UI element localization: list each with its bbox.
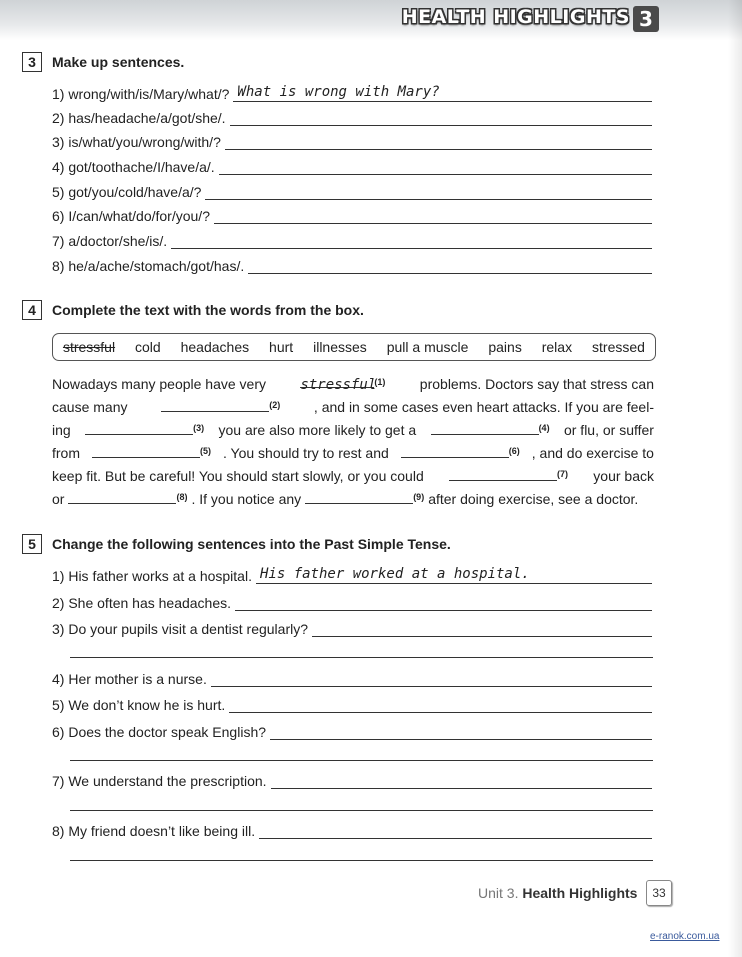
- task-number: 5: [22, 534, 42, 554]
- answer-line-extra[interactable]: [70, 657, 653, 658]
- gap-field[interactable]: [305, 489, 413, 504]
- page-edge-shadow: [728, 0, 742, 957]
- word-item[interactable]: stressed: [592, 339, 645, 355]
- gap-field[interactable]: [431, 420, 539, 435]
- task-title: Make up sentences.: [52, 54, 185, 70]
- gap-label: (8): [176, 492, 188, 502]
- text-fragment: Nowadays many people have very: [52, 376, 267, 392]
- answer-line-extra[interactable]: [70, 810, 653, 811]
- page-title: HEALTH HIGHLIGHTS: [401, 6, 630, 28]
- task5-item: [52, 819, 652, 839]
- task5-item: [52, 693, 652, 713]
- gap-label: (2): [269, 400, 281, 410]
- task3-item: [52, 155, 652, 175]
- text-fragment: after doing exercise, see a doctor.: [428, 491, 639, 507]
- task-number: 4: [22, 300, 42, 320]
- task3-item: [52, 204, 652, 224]
- word-item[interactable]: cold: [135, 339, 161, 355]
- gap-label: (6): [508, 446, 520, 456]
- answer-field[interactable]: [248, 257, 652, 274]
- item-prompt: 7) a/doctor/she/is/.: [52, 233, 168, 249]
- answer-field[interactable]: [259, 822, 652, 839]
- unit-label: Unit 3.: [478, 885, 519, 901]
- answer-field[interactable]: [230, 109, 652, 126]
- text-fragment: your back: [593, 468, 654, 484]
- gap-label: (3): [193, 423, 205, 433]
- answer-field[interactable]: [270, 723, 652, 740]
- text-fragment: . You should try to rest and: [223, 445, 389, 461]
- answer-field[interactable]: [211, 670, 652, 687]
- word-item[interactable]: illnesses: [313, 339, 367, 355]
- answer-text: What is wrong with Mary?: [237, 84, 440, 100]
- item-prompt: 5) We don’t know he is hurt.: [52, 697, 226, 713]
- gap-field[interactable]: [161, 397, 269, 412]
- gap-answer: stressful: [300, 377, 377, 393]
- task5-item: [52, 720, 652, 740]
- answer-field[interactable]: [214, 207, 652, 224]
- gap-field[interactable]: [449, 466, 557, 481]
- word-item[interactable]: relax: [541, 339, 573, 355]
- gap-field[interactable]: [92, 443, 200, 458]
- item-prompt: 3) Do your pupils visit a dentist regularly?: [52, 621, 309, 637]
- task-number: 3: [22, 52, 42, 72]
- task-5-header: [22, 534, 451, 554]
- item-prompt: 6) Does the doctor speak English?: [52, 724, 267, 740]
- answer-field[interactable]: [171, 232, 652, 249]
- gap-label: (1): [374, 377, 386, 387]
- word-item[interactable]: pull a muscle: [386, 339, 469, 355]
- page-number: 33: [646, 880, 672, 906]
- word-item[interactable]: stressful: [62, 339, 116, 355]
- gap-label: (7): [557, 469, 569, 479]
- task5-item: [52, 564, 652, 584]
- answer-field[interactable]: [312, 620, 652, 637]
- gap-field[interactable]: [85, 420, 193, 435]
- task3-item: [52, 130, 652, 150]
- item-prompt: 8) My friend doesn’t like being ill.: [52, 823, 256, 839]
- word-item[interactable]: hurt: [269, 339, 294, 355]
- word-item[interactable]: pains: [488, 339, 522, 355]
- text-fragment: keep fit. But be careful! You should start slowly, or you could: [52, 468, 424, 484]
- task-3-header: [22, 52, 184, 72]
- item-prompt: 3) is/what/you/wrong/with/?: [52, 134, 221, 150]
- item-prompt: 4) Her mother is a nurse.: [52, 671, 207, 687]
- task5-item: [52, 667, 652, 687]
- task5-item: [52, 591, 652, 611]
- answer-line-extra[interactable]: [70, 860, 653, 861]
- text-fragment: problems. Doctors say that stress can: [419, 376, 654, 392]
- task3-item: [52, 106, 652, 126]
- answer-text: His father worked at a hospital.: [259, 566, 530, 582]
- gap-label: (5): [200, 446, 211, 456]
- text-fragment: , and do exercise to: [531, 445, 654, 461]
- item-prompt: 2) She often has headaches.: [52, 595, 232, 611]
- gap-fill-text: [52, 373, 654, 511]
- item-prompt: 7) We understand the prescription.: [52, 773, 267, 789]
- answer-field[interactable]: [256, 567, 652, 584]
- task3-item: [52, 229, 652, 249]
- answer-field[interactable]: [229, 696, 652, 713]
- text-fragment: , and in some cases even heart attacks. If you are feel-: [313, 399, 654, 415]
- text-fragment: ing: [52, 422, 71, 438]
- text-fragment: you are also more likely to get a: [218, 422, 417, 438]
- item-prompt: 4) got/toothache/I/have/a/.: [52, 159, 215, 175]
- gap-field[interactable]: [300, 373, 377, 393]
- word-box: [52, 333, 656, 361]
- text-fragment: . If you notice any: [191, 491, 302, 507]
- text-fragment: or flu, or suffer: [563, 422, 654, 438]
- unit-badge: 3: [633, 6, 659, 32]
- footer-unit: [478, 885, 637, 901]
- gap-label: (9): [413, 492, 425, 502]
- task3-item: [52, 254, 652, 274]
- gap-label: (4): [538, 423, 550, 433]
- item-prompt: 8) he/a/ache/stomach/got/has/.: [52, 258, 245, 274]
- answer-field[interactable]: [225, 133, 652, 150]
- answer-line-extra[interactable]: [70, 760, 653, 761]
- task3-item: [52, 82, 652, 102]
- task5-item: [52, 617, 652, 637]
- task-4-header: [22, 300, 364, 320]
- task5-item: [52, 769, 652, 789]
- task-title: Complete the text with the words from the box.: [52, 302, 364, 318]
- item-prompt: 2) has/headache/a/got/she/.: [52, 110, 226, 126]
- answer-field[interactable]: [219, 158, 652, 175]
- word-item[interactable]: headaches: [180, 339, 250, 355]
- item-prompt: 1) His father works at a hospital.: [52, 568, 252, 584]
- text-fragment: cause many: [52, 399, 128, 415]
- unit-title: Health Highlights: [522, 885, 638, 901]
- answer-field[interactable]: [235, 594, 652, 611]
- answer-field[interactable]: [271, 772, 652, 789]
- text-fragment: from: [52, 445, 80, 461]
- task3-item: [52, 180, 652, 200]
- text-fragment: or: [52, 491, 65, 507]
- answer-field[interactable]: [205, 183, 652, 200]
- gap-field[interactable]: [68, 489, 176, 504]
- header-bar: [0, 0, 742, 40]
- answer-field[interactable]: [233, 85, 652, 102]
- gap-field[interactable]: [401, 443, 509, 458]
- item-prompt: 5) got/you/cold/have/a/?: [52, 184, 202, 200]
- item-prompt: 6) I/can/what/do/for/you/?: [52, 208, 210, 224]
- item-prompt: 1) wrong/with/is/Mary/what/?: [52, 86, 230, 102]
- task-title: Change the following sentences into the Past Simple Tense.: [52, 536, 451, 552]
- publisher-link[interactable]: e-ranok.com.ua: [650, 931, 720, 942]
